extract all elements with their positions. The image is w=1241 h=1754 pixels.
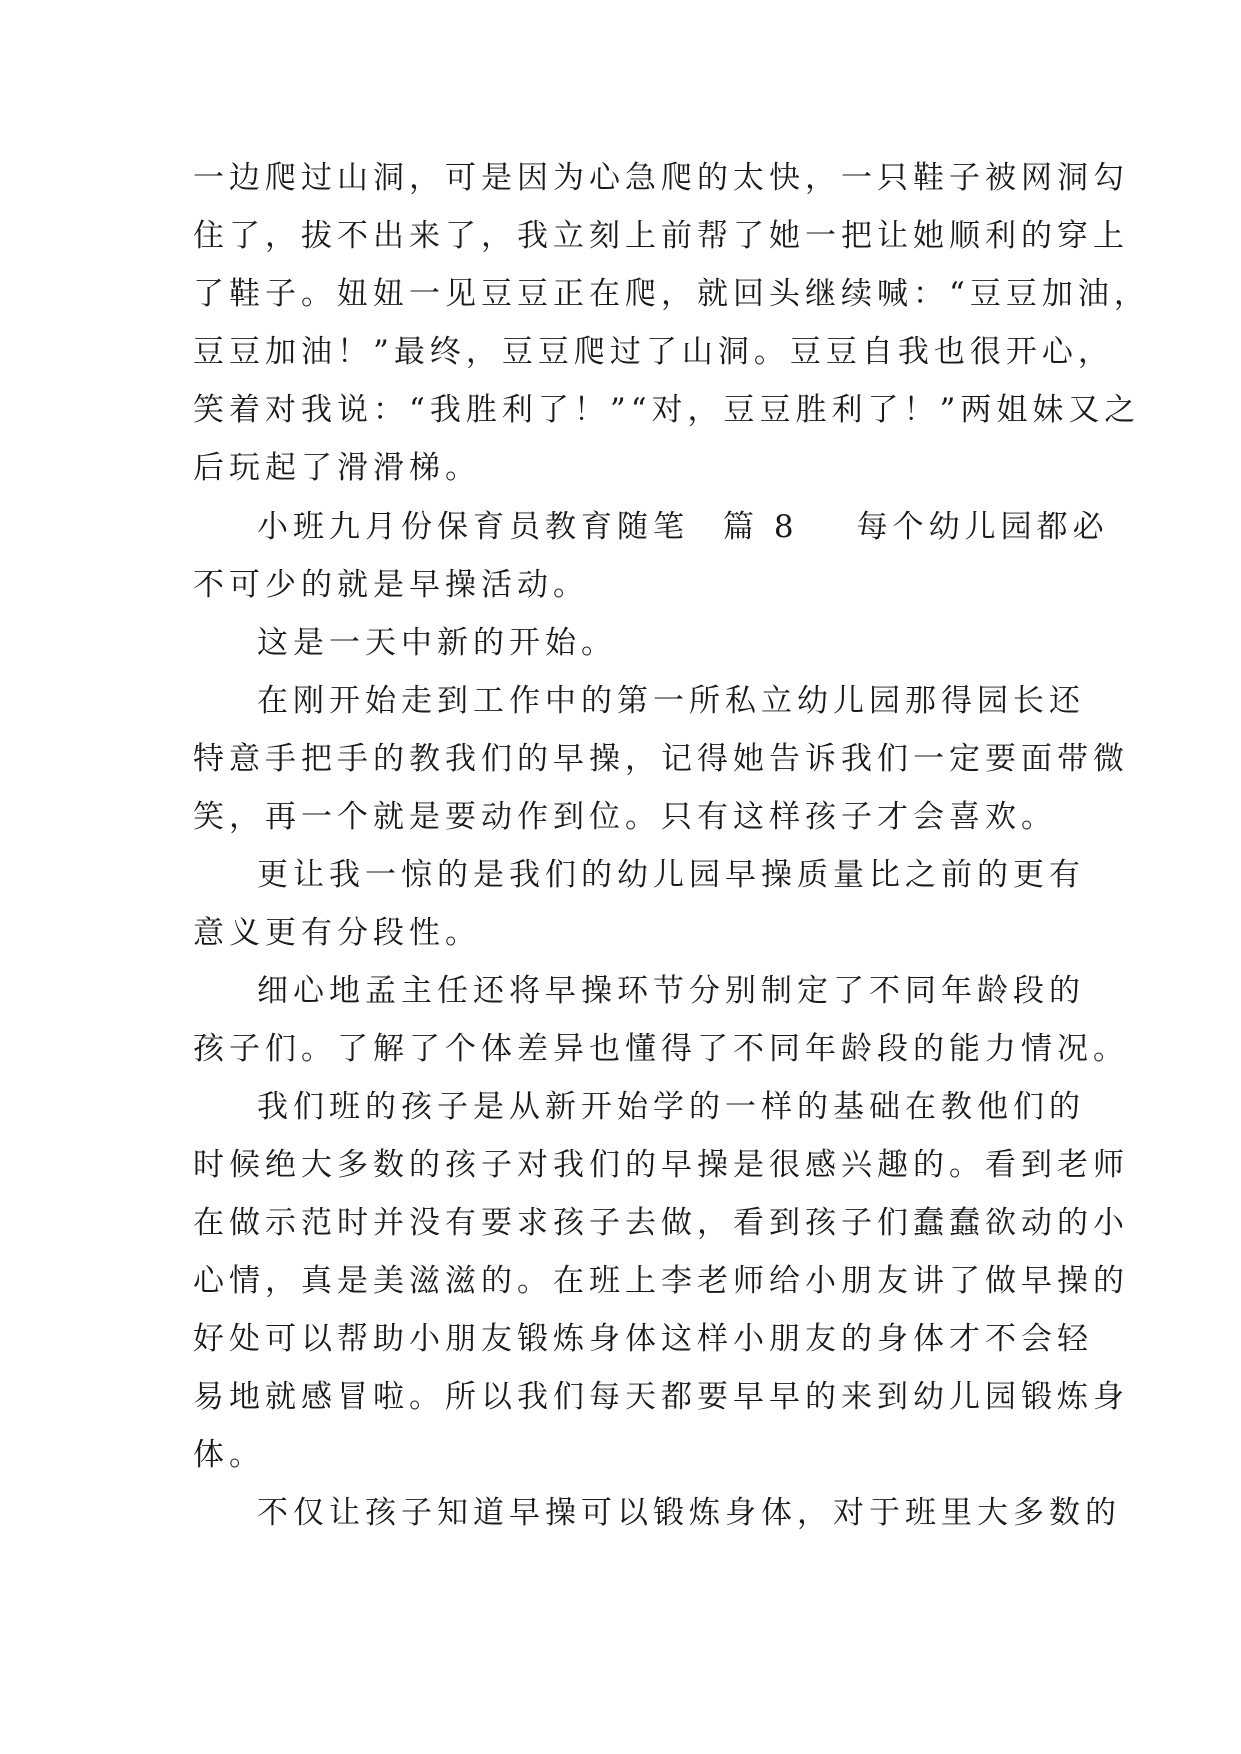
paragraph-line: 更让我一惊的是我们的幼儿园早操质量比之前的更有 (257, 857, 1085, 893)
paragraph-line: 好处可以帮助小朋友锻炼身体这样小朋友的身体才不会轻 (193, 1321, 1093, 1357)
paragraph-line: 心情，真是美滋滋的。在班上李老师给小朋友讲了做早操的 (193, 1263, 1129, 1299)
section-first-text: 每个幼儿园都必 (856, 509, 1109, 545)
paragraph-line: 我们班的孩子是从新开始学的一样的基础在教他们的 (257, 1089, 1085, 1125)
paragraph-line: 住了，拔不出来了，我立刻上前帮了她一把让她顺利的穿上 (193, 218, 1129, 254)
paragraph-line: 笑着对我说：“我胜利了！”“对，豆豆胜利了！”两姐妹又之 (193, 392, 1141, 428)
paragraph-line: 不仅让孩子知道早操可以锻炼身体，对于班里大多数的 (257, 1495, 1121, 1531)
paragraph-line: 在刚开始走到工作中的第一所私立幼儿园那得园长还 (257, 683, 1085, 719)
paragraph-line: 了鞋子。妞妞一见豆豆正在爬，就回头继续喊：“豆豆加油， (193, 276, 1150, 312)
paragraph-line: 体。 (193, 1437, 265, 1473)
paragraph-line: 后玩起了滑滑梯。 (193, 450, 481, 486)
paragraph-line: 一边爬过山洞，可是因为心急爬的太快，一只鞋子被网洞勾 (193, 160, 1129, 196)
paragraph-line: 孩子们。了解了个体差异也懂得了不同年龄段的能力情况。 (193, 1031, 1129, 1067)
paragraph-line: 笑，再一个就是要动作到位。只有这样孩子才会喜欢。 (193, 799, 1057, 835)
paragraph-line: 不可少的就是早操活动。 (193, 567, 589, 603)
paragraph-line: 时候绝大多数的孩子对我们的早操是很感兴趣的。看到老师 (193, 1147, 1129, 1183)
paragraph-line: 豆豆加油！”最终，豆豆爬过了山洞。豆豆自我也很开心， (193, 334, 1114, 370)
paragraph-line: 细心地孟主任还将早操环节分别制定了不同年龄段的 (257, 973, 1085, 1009)
paragraph-line: 在做示范时并没有要求孩子去做，看到孩子们蠢蠢欲动的小 (193, 1205, 1129, 1241)
paragraph-line: 这是一天中新的开始。 (257, 625, 617, 661)
section-title: 小班九月份保育员教育随笔 (257, 509, 689, 545)
paragraph-line: 特意手把手的教我们的早操，记得她告诉我们一定要面带微 (193, 741, 1129, 777)
paragraph-line: 易地就感冒啦。所以我们每天都要早早的来到幼儿园锻炼身 (193, 1379, 1129, 1415)
paragraph-line: 意义更有分段性。 (193, 915, 481, 951)
section-number: 篇 8 (723, 509, 799, 545)
section-heading-line (257, 507, 1109, 547)
